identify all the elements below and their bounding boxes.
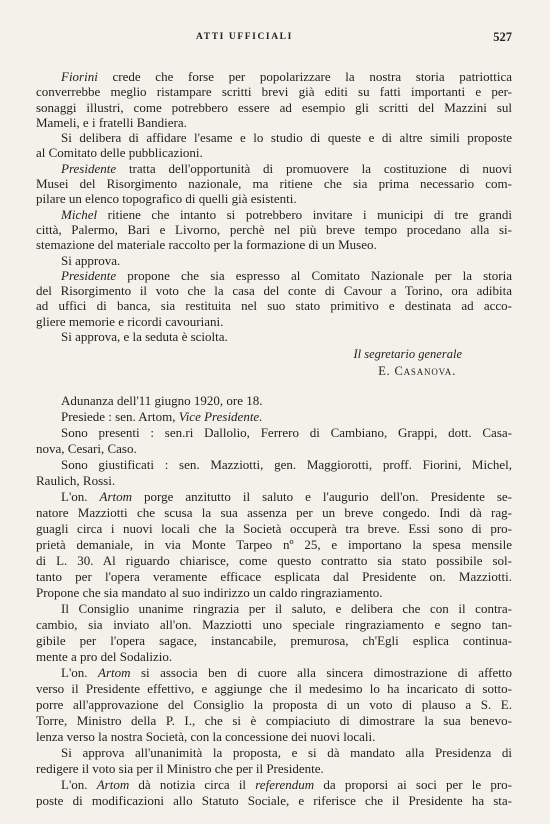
section-body bbox=[36, 393, 512, 809]
text-segment: Propone che sia mandato al suo indirizzo un caldo ringraziamento. bbox=[36, 585, 383, 600]
paragraph bbox=[36, 777, 512, 809]
text-line bbox=[36, 393, 512, 409]
text-line bbox=[36, 457, 512, 473]
text-line bbox=[36, 505, 512, 521]
text-segment: propone che sia espresso al Comitato Nazionale per la storia bbox=[116, 267, 512, 283]
text-line bbox=[36, 521, 512, 537]
text-segment: L'on. bbox=[61, 777, 97, 792]
paragraph bbox=[36, 409, 512, 425]
text-segment: Musei del Risorgimento nazionale, ma ritiene che sia prima necessario com- bbox=[36, 176, 512, 192]
running-head-title: ATTI UFFICIALI bbox=[196, 32, 293, 42]
text-segment: verso il Presidente effettivo, e aggiunge che il medesimo lo ha incaricato di sotto- bbox=[36, 681, 512, 696]
paragraph bbox=[36, 665, 512, 745]
text-segment: tanto per l'opera veramente efficace esplicata dal Presidente on. Mazziotti. bbox=[36, 569, 512, 584]
text-segment: porre all'approvazione del Consiglio la proposta di un voto di plauso a S. E. bbox=[36, 697, 512, 712]
text-line bbox=[36, 314, 512, 329]
text-segment: Si approva. bbox=[61, 252, 121, 268]
paragraph bbox=[36, 253, 512, 268]
text-segment: del Risorgimento il voto che la casa del conte di Cavour a Torino, ora adibita bbox=[36, 283, 512, 299]
text-segment: ritiene che intanto si potrebbero invitare i municipi di tre grandi bbox=[97, 206, 512, 222]
paragraph bbox=[36, 601, 512, 665]
text-line bbox=[36, 489, 512, 505]
italic-text: Presidente bbox=[61, 267, 117, 283]
signature-block bbox=[36, 346, 512, 380]
text-line bbox=[36, 84, 512, 99]
text-segment: guagli circa i nuovi locali che la Società occuperà tra breve. Essi sono di pro- bbox=[36, 521, 512, 536]
page-number: 527 bbox=[493, 30, 512, 44]
text-line bbox=[36, 100, 512, 115]
text-line bbox=[36, 553, 512, 569]
signature-title: Il segretario generale bbox=[353, 347, 462, 362]
text-segment: al Comitato delle pubblicazioni. bbox=[36, 145, 203, 161]
text-line bbox=[36, 441, 512, 457]
italic-text: referendum bbox=[255, 777, 315, 792]
text-line bbox=[36, 681, 512, 697]
text-segment: ad uffici di banca, sia restituita nel suo stato primitivo e destinata ad acco- bbox=[36, 298, 512, 314]
text-line bbox=[36, 237, 512, 252]
minutes-previous-meeting bbox=[36, 69, 512, 380]
text-segment: prietà demaniale, in via Monte Tarpeo nº 25, e importano la spesa mensile bbox=[36, 537, 512, 552]
text-line bbox=[36, 115, 512, 130]
text-line bbox=[36, 191, 512, 206]
signature-name: E. Casanova. bbox=[378, 364, 456, 379]
text-segment: si associa ben di cuore alla sincera dimostrazione di affetto bbox=[130, 665, 512, 680]
text-line bbox=[36, 130, 512, 145]
text-segment: Torre, Ministro della P. I., che si è compiaciuto di dimostrare la sua benevo- bbox=[36, 713, 512, 728]
italic-text: Vice Presidente. bbox=[178, 409, 263, 424]
text-segment: Si approva, e la seduta è sciolta. bbox=[61, 329, 228, 345]
text-segment: Presiede : sen. Artom, bbox=[61, 409, 179, 424]
text-line bbox=[36, 601, 512, 617]
text-line bbox=[36, 268, 512, 283]
paragraph bbox=[36, 425, 512, 457]
text-segment: da proporsi ai soci per le pro- bbox=[314, 777, 512, 792]
italic-text: Fiorini bbox=[61, 69, 98, 84]
text-line bbox=[36, 69, 512, 84]
text-line bbox=[36, 649, 512, 665]
text-segment: mente a pro del Sodalizio. bbox=[36, 649, 173, 664]
text-segment: cambio, sia inviato all'on. Mazziotti uno speciale ringraziamento e segno tan- bbox=[36, 617, 512, 632]
text-line bbox=[36, 473, 512, 489]
text-line bbox=[36, 425, 512, 441]
text-segment: città, Palermo, Bari e Livorno, perchè nel più breve tempo procedano alla si- bbox=[36, 221, 512, 237]
text-line bbox=[36, 585, 512, 601]
text-segment: gibile per l'opera sagace, instancabile, premurosa, ch'Egli esplica continua- bbox=[36, 633, 512, 648]
text-line bbox=[36, 713, 512, 729]
text-line bbox=[36, 222, 512, 237]
text-segment: Mameli, e i fratelli Bandiera. bbox=[36, 114, 187, 130]
text-line bbox=[36, 761, 512, 777]
text-segment: Sono giustificati : sen. Mazziotti, gen. Maggiorotti, proff. Fiorini, Michel, bbox=[61, 457, 512, 472]
italic-text: Presidente bbox=[61, 160, 117, 176]
italic-text: Artom bbox=[96, 777, 130, 792]
minutes-meeting-11-june-1920 bbox=[36, 393, 512, 809]
running-head bbox=[36, 30, 512, 46]
paragraph bbox=[36, 393, 512, 409]
text-line bbox=[36, 617, 512, 633]
paragraph bbox=[36, 745, 512, 777]
text-line bbox=[36, 569, 512, 585]
text-line bbox=[36, 161, 512, 176]
text-line bbox=[36, 745, 512, 761]
paragraph bbox=[36, 69, 512, 130]
text-segment: Si approva all'unanimità la proposta, e si dà mandato alla Presidenza di bbox=[61, 745, 512, 760]
text-segment: L'on. bbox=[61, 489, 100, 504]
paragraph bbox=[36, 207, 512, 253]
text-segment: L'on. bbox=[61, 665, 98, 680]
text-line bbox=[36, 665, 512, 681]
italic-text: Artom bbox=[99, 489, 133, 504]
paragraph bbox=[36, 489, 512, 601]
text-line bbox=[36, 633, 512, 649]
italic-text: Artom bbox=[98, 665, 131, 680]
text-segment: natore Mazziotti che scusa la sua assenza per un breve congedo. Indi dà rag- bbox=[36, 505, 512, 520]
text-line bbox=[36, 793, 512, 809]
text-line bbox=[36, 729, 512, 745]
text-line bbox=[36, 409, 512, 425]
text-line bbox=[36, 329, 512, 344]
text-line bbox=[36, 697, 512, 713]
text-line bbox=[36, 537, 512, 553]
text-line bbox=[36, 253, 512, 268]
text-segment: di L. 30. Al riguardo chiarisce, come questo contratto sia stato possibile sol- bbox=[36, 553, 512, 568]
text-segment: stemazione del materiale raccolto per la formazione di un Museo. bbox=[36, 237, 377, 253]
text-segment: nova, Cesari, Caso. bbox=[36, 441, 137, 456]
text-segment: converrebbe meglio ristampare scritti brevi già editi su fatti importanti e per- bbox=[36, 84, 512, 100]
text-segment: sonaggi illustri, come potrebbero essere ad esempio gli scritti del Mazzini sul bbox=[36, 99, 512, 115]
italic-text: Michel bbox=[61, 206, 98, 222]
text-line bbox=[36, 207, 512, 222]
text-segment: Raulich, Rossi. bbox=[36, 473, 116, 488]
text-line bbox=[36, 283, 512, 298]
text-line bbox=[36, 176, 512, 191]
text-segment: Si delibera di affidare l'esame e lo studio di queste e di altre simili proposte bbox=[61, 130, 512, 146]
text-line bbox=[36, 777, 512, 793]
paragraph bbox=[36, 130, 512, 161]
text-segment: Adunanza dell'11 giugno 1920, ore 18. bbox=[61, 393, 263, 408]
section-body bbox=[36, 69, 512, 344]
paragraph bbox=[36, 329, 512, 344]
text-segment: porge anzitutto il saluto e l'augurio dell'on. Presidente se- bbox=[132, 489, 512, 504]
text-segment: Il Consiglio unanime ringrazia per il saluto, e delibera che con il contra- bbox=[61, 601, 512, 616]
text-segment: poste di modificazioni allo Statuto Sociale, e riferisce che il Presidente ha sta- bbox=[36, 793, 512, 808]
text-line bbox=[36, 145, 512, 160]
paragraph bbox=[36, 457, 512, 489]
text-segment: dà notizia circa il bbox=[129, 777, 256, 792]
text-segment: lenza verso la nostra Società, con la concessione dei nuovi locali. bbox=[36, 729, 376, 744]
text-segment: redigere il voto sia per il Ministro che per il Presidente. bbox=[36, 761, 324, 776]
text-segment: tratta dell'opportunità di promuovere la costituzione di nuovi bbox=[116, 160, 512, 176]
text-segment: Sono presenti : sen.ri Dallolio, Ferrero di Cambiano, Grappi, dott. Casa- bbox=[61, 425, 512, 440]
paragraph bbox=[36, 268, 512, 329]
text-segment: pilare un elenco topografico di quelli già esistenti. bbox=[36, 191, 297, 207]
text-line bbox=[36, 298, 512, 313]
text-segment: crede che forse per popolarizzare la nostra storia patriottica bbox=[97, 69, 512, 84]
paragraph bbox=[36, 161, 512, 207]
text-segment: gliere memorie e ricordi cavouriani. bbox=[36, 313, 224, 329]
